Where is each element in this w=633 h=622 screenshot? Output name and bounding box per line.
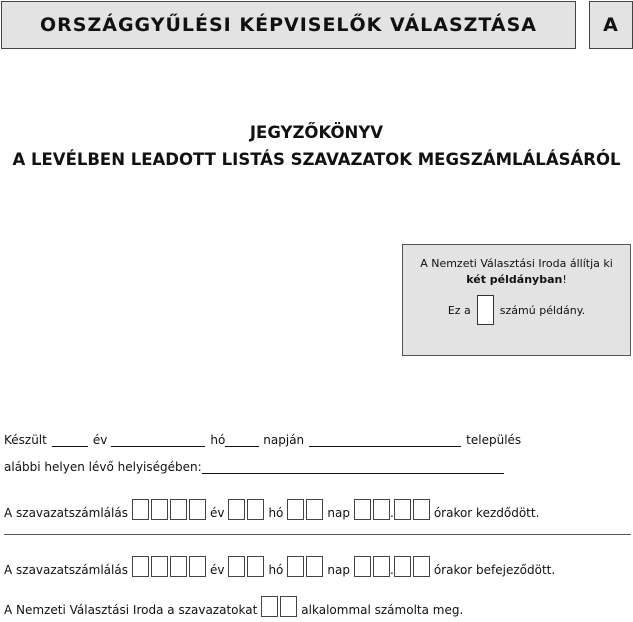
szamlalas-label-start: A szavazatszámlálás <box>4 506 128 520</box>
count-times-cells[interactable] <box>261 596 297 617</box>
digit-cell[interactable] <box>228 556 245 577</box>
digit-cell[interactable] <box>394 499 411 520</box>
befejezodott-label: órakor befejeződött. <box>433 563 556 577</box>
digit-cell[interactable] <box>132 556 149 577</box>
nap-label: nap <box>327 563 350 577</box>
copy-number-field[interactable] <box>477 295 494 325</box>
szamlalas-label-end: A szavazatszámlálás <box>4 563 128 577</box>
start-minute-cells[interactable] <box>394 499 430 520</box>
month-blank[interactable] <box>111 434 205 447</box>
document-title-line2: A LEVÉLBEN LEADOTT LISTÁS SZAVAZATOK MEGSZÁMLÁLÁSÁRÓL <box>12 150 621 169</box>
notice-line1: A Nemzeti Választási Iroda állítja ki <box>420 257 613 270</box>
ho-label: hó <box>268 563 284 577</box>
keszult-label: Készült <box>4 433 47 447</box>
digit-cell[interactable] <box>306 499 323 520</box>
header-letter-text: A <box>603 14 619 36</box>
notice-line3 <box>403 295 630 325</box>
count-end-line <box>4 556 555 577</box>
digit-cell[interactable] <box>394 556 411 577</box>
end-month-cells[interactable] <box>228 556 264 577</box>
notice-copy-prefix: Ez a <box>447 303 471 317</box>
location-blank[interactable] <box>202 461 504 474</box>
telepules-label: település <box>466 433 522 447</box>
nap-label: nap <box>327 506 350 520</box>
settlement-blank[interactable] <box>309 434 461 447</box>
year-blank[interactable] <box>52 434 88 447</box>
time-separator: . <box>389 563 394 577</box>
ev-label: év <box>92 433 108 447</box>
digit-cell[interactable] <box>287 499 304 520</box>
ho-label: hó <box>268 506 284 520</box>
digit-cell[interactable] <box>373 556 390 577</box>
digit-cell[interactable] <box>280 596 297 617</box>
header-title-text: ORSZÁGGYŰLÉSI KÉPVISELŐK VÁLASZTÁSA <box>40 14 537 36</box>
count-times-line <box>4 596 463 617</box>
copy-notice-box <box>402 244 631 356</box>
divider <box>4 534 631 535</box>
day-blank[interactable] <box>225 434 259 447</box>
form-header-letter <box>589 1 633 49</box>
notice-copy-suffix: számú példány. <box>499 303 586 317</box>
digit-cell[interactable] <box>287 556 304 577</box>
digit-cell[interactable] <box>151 556 168 577</box>
ho-label: hó <box>210 433 226 447</box>
ev-label: év <box>209 563 225 577</box>
digit-cell[interactable] <box>228 499 245 520</box>
digit-cell[interactable] <box>247 499 264 520</box>
notice-bold-text: két példányban <box>466 273 563 286</box>
start-hour-cells[interactable] <box>354 499 390 520</box>
digit-cell[interactable] <box>151 499 168 520</box>
start-day-cells[interactable] <box>287 499 323 520</box>
alabbi-label: alábbi helyen lévő helyiségében: <box>4 460 202 474</box>
digit-cell[interactable] <box>132 499 149 520</box>
kezdodott-label: órakor kezdődött. <box>433 506 540 520</box>
form-header-title <box>1 1 576 49</box>
notice-line2 <box>403 273 630 286</box>
start-year-cells[interactable] <box>132 499 206 520</box>
start-month-cells[interactable] <box>228 499 264 520</box>
end-minute-cells[interactable] <box>394 556 430 577</box>
count-start-line <box>4 499 539 520</box>
date-place-line <box>4 433 521 447</box>
digit-cell[interactable] <box>373 499 390 520</box>
digit-cell[interactable] <box>354 556 371 577</box>
notice-exclamation: ! <box>562 273 567 286</box>
end-hour-cells[interactable] <box>354 556 390 577</box>
location-line <box>4 460 504 474</box>
digit-cell[interactable] <box>306 556 323 577</box>
ev-label: év <box>209 506 225 520</box>
digit-cell[interactable] <box>189 499 206 520</box>
digit-cell[interactable] <box>247 556 264 577</box>
nvi-suffix-label: alkalommal számolta meg. <box>301 603 464 617</box>
document-title-line1: JEGYZŐKÖNYV <box>249 123 384 142</box>
digit-cell[interactable] <box>413 499 430 520</box>
napjan-label: napján <box>263 433 305 447</box>
digit-cell[interactable] <box>413 556 430 577</box>
digit-cell[interactable] <box>170 499 187 520</box>
digit-cell[interactable] <box>189 556 206 577</box>
time-separator: . <box>389 506 394 520</box>
end-year-cells[interactable] <box>132 556 206 577</box>
end-day-cells[interactable] <box>287 556 323 577</box>
nvi-prefix-label: A Nemzeti Választási Iroda a szavazatokat <box>4 603 258 617</box>
digit-cell[interactable] <box>261 596 278 617</box>
digit-cell[interactable] <box>170 556 187 577</box>
digit-cell[interactable] <box>354 499 371 520</box>
